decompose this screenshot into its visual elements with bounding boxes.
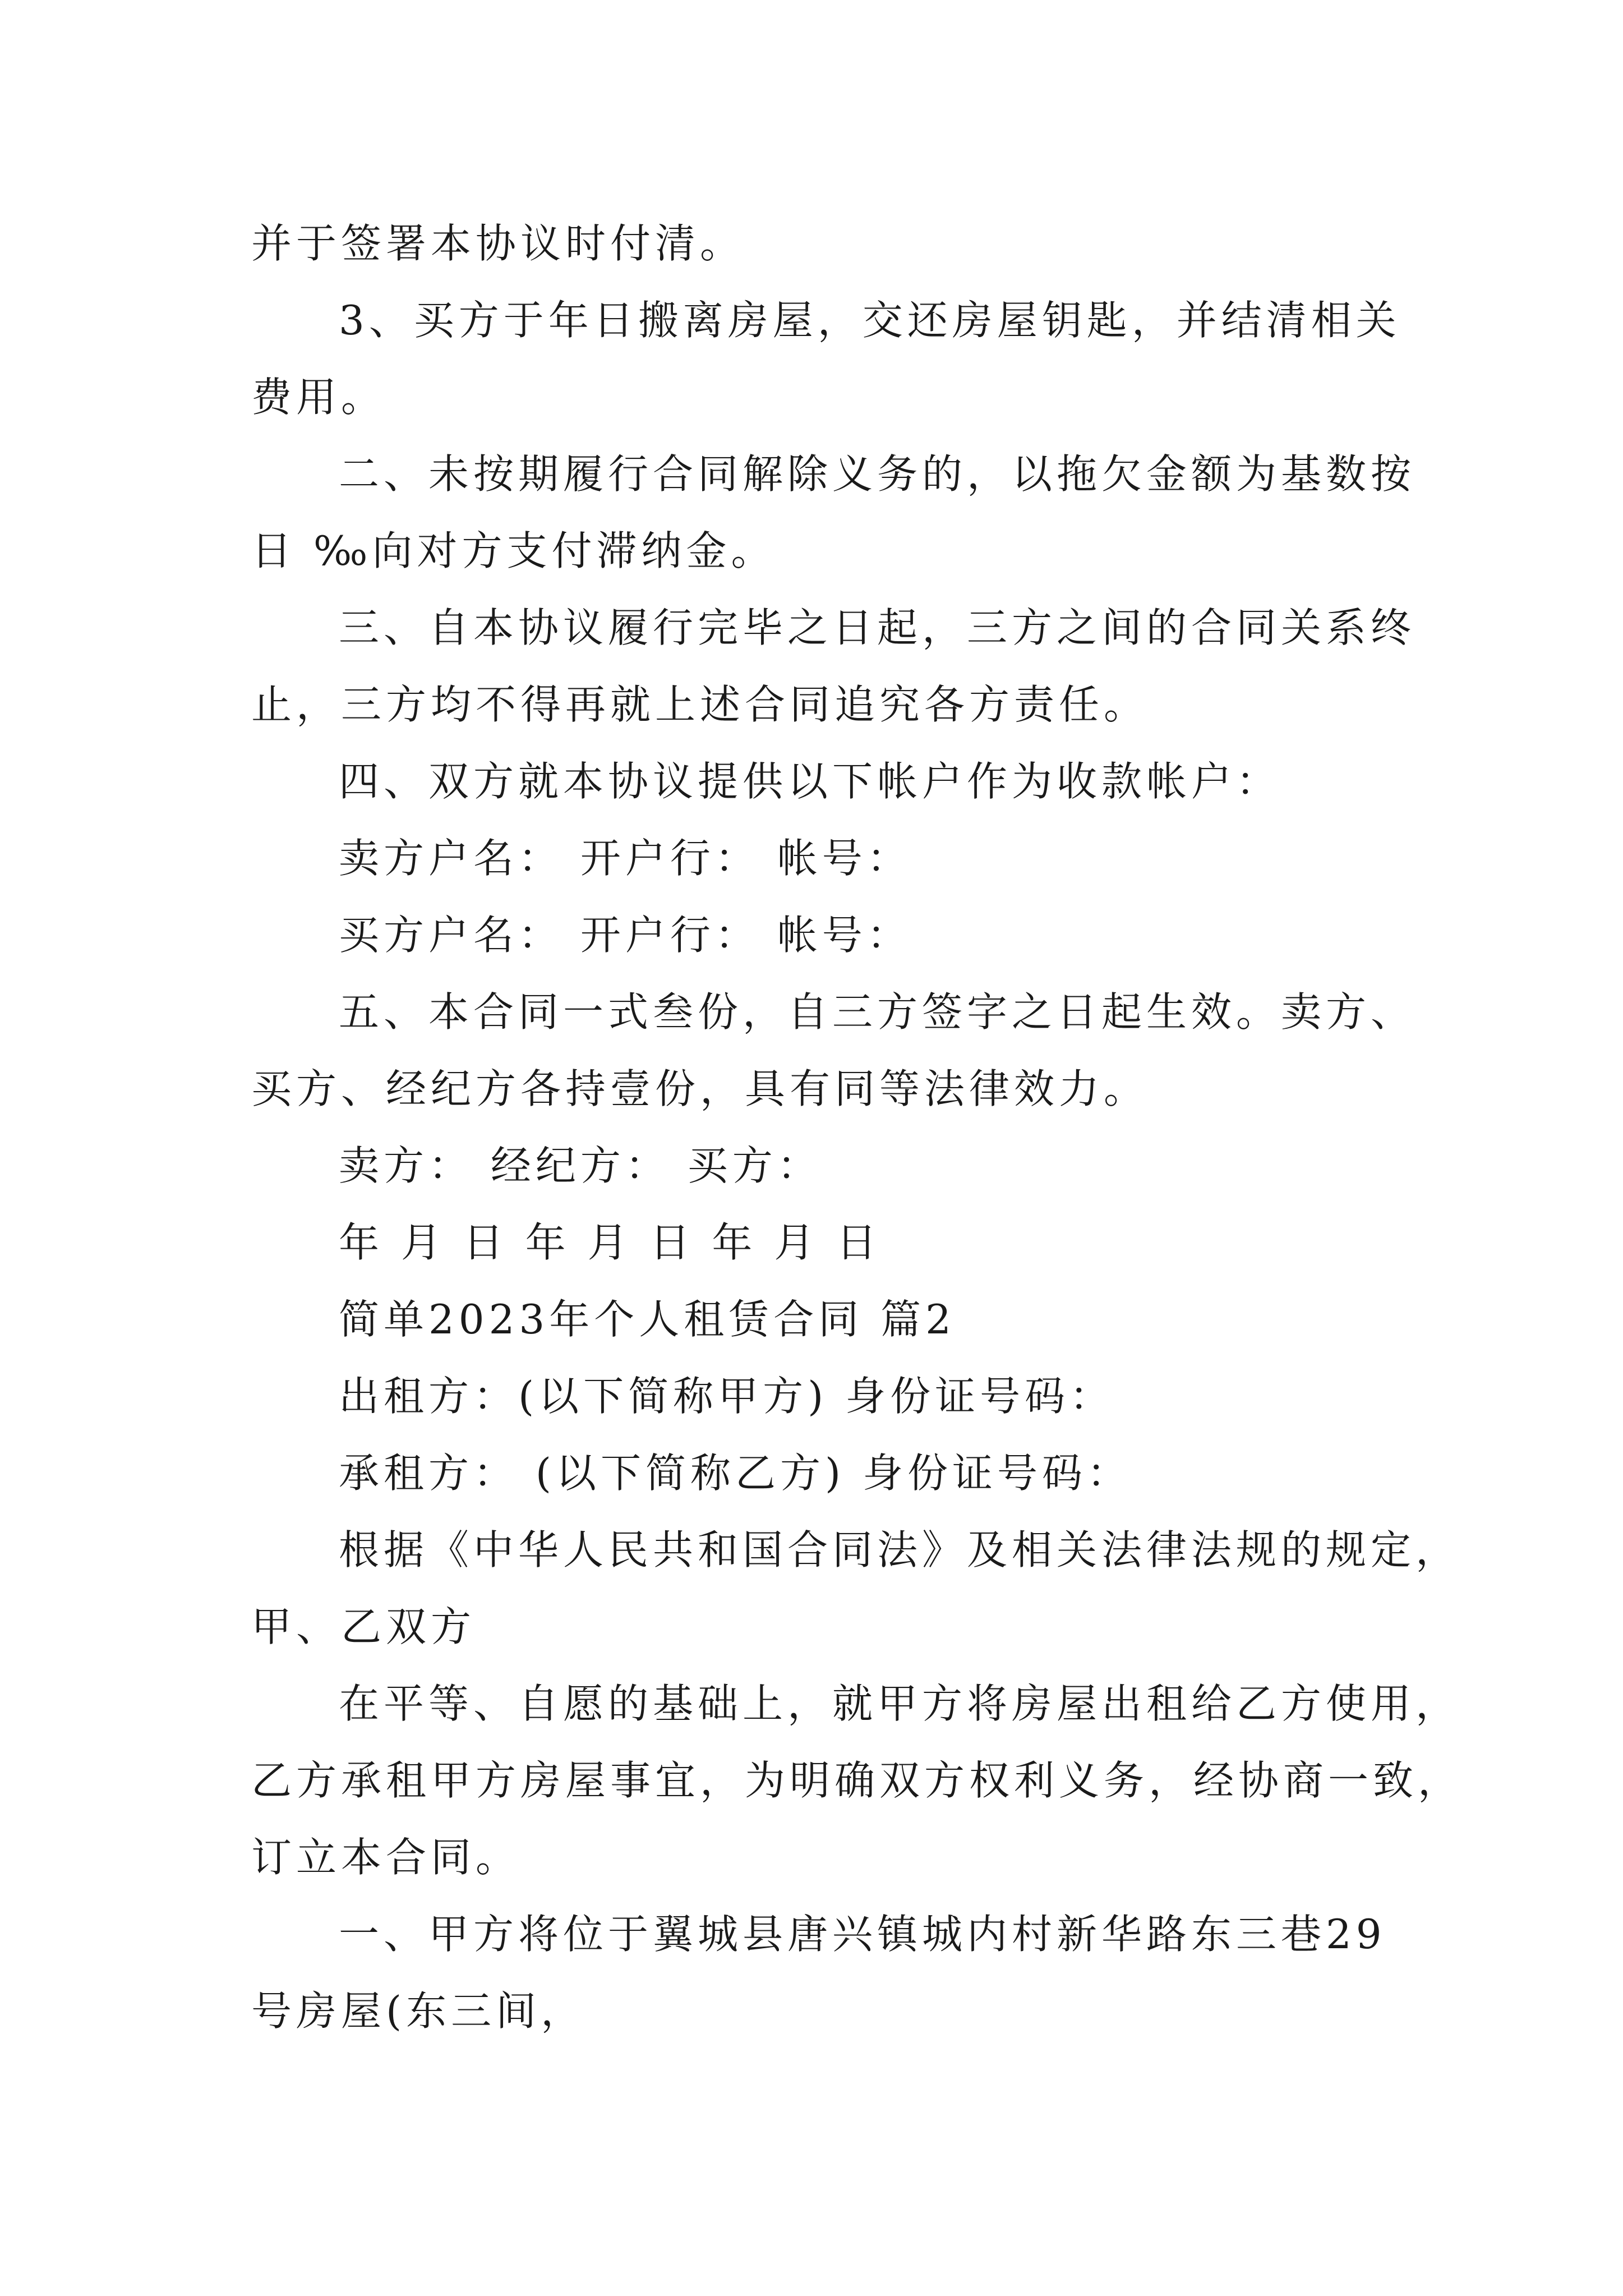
text-line: 在平等、自愿的基础上，就甲方将房屋出租给乙方使用， [339, 1680, 1461, 1727]
text-line: 五、本合同一式叁份，自三方签字之日起生效。卖方、 [339, 988, 1416, 1036]
text-line: 卖方： 经纪方： 买方： [339, 1142, 822, 1189]
text-line: 根据《中华人民共和国合同法》及相关法律法规的规定， [339, 1526, 1461, 1573]
text-line: 卖方户名： 开户行： 帐号： [339, 835, 912, 882]
text-line: 四、双方就本协议提供以下帐户作为收款帐户： [339, 758, 1281, 805]
text-line: 甲、乙双方 [251, 1603, 476, 1650]
text-line: 出租方：(以下简称甲方) 身份证号码： [339, 1373, 1115, 1420]
text-line: 买方户名： 开户行： 帐号： [339, 912, 912, 959]
text-line: 承租方： (以下简称乙方) 身份证号码： [339, 1450, 1132, 1497]
text-line: 日 ‰向对方支付滞纳金。 [251, 527, 776, 574]
text-line: 一、甲方将位于翼城县唐兴镇城内村新华路东三巷29 [339, 1911, 1386, 1958]
text-line: 买方、经纪方各持壹份，具有同等法律效力。 [251, 1065, 1149, 1112]
text-line: 并于签署本协议时付清。 [251, 220, 745, 267]
text-line: 年 月 日 年 月 日 年 月 日 [339, 1219, 882, 1266]
section-heading: 简单2023年个人租赁合同 篇2 [339, 1296, 956, 1343]
document-body [251, 205, 1463, 2050]
text-line: 止，三方均不得再就上述合同追究各方责任。 [251, 681, 1149, 728]
text-line: 3、买方于年日搬离房屋，交还房屋钥匙，并结清相关 [339, 297, 1401, 344]
text-line: 乙方承租甲方房屋事宜，为明确双方权利义务，经协商一致， [251, 1757, 1463, 1804]
text-line: 订立本合同。 [251, 1834, 521, 1881]
text-line: 号房屋(东三间， [251, 1987, 586, 2035]
text-line: 费用。 [251, 374, 386, 421]
text-line: 三、自本协议履行完毕之日起，三方之间的合同关系终 [339, 604, 1416, 651]
text-line: 二、未按期履行合同解除义务的，以拖欠金额为基数按 [339, 450, 1416, 498]
